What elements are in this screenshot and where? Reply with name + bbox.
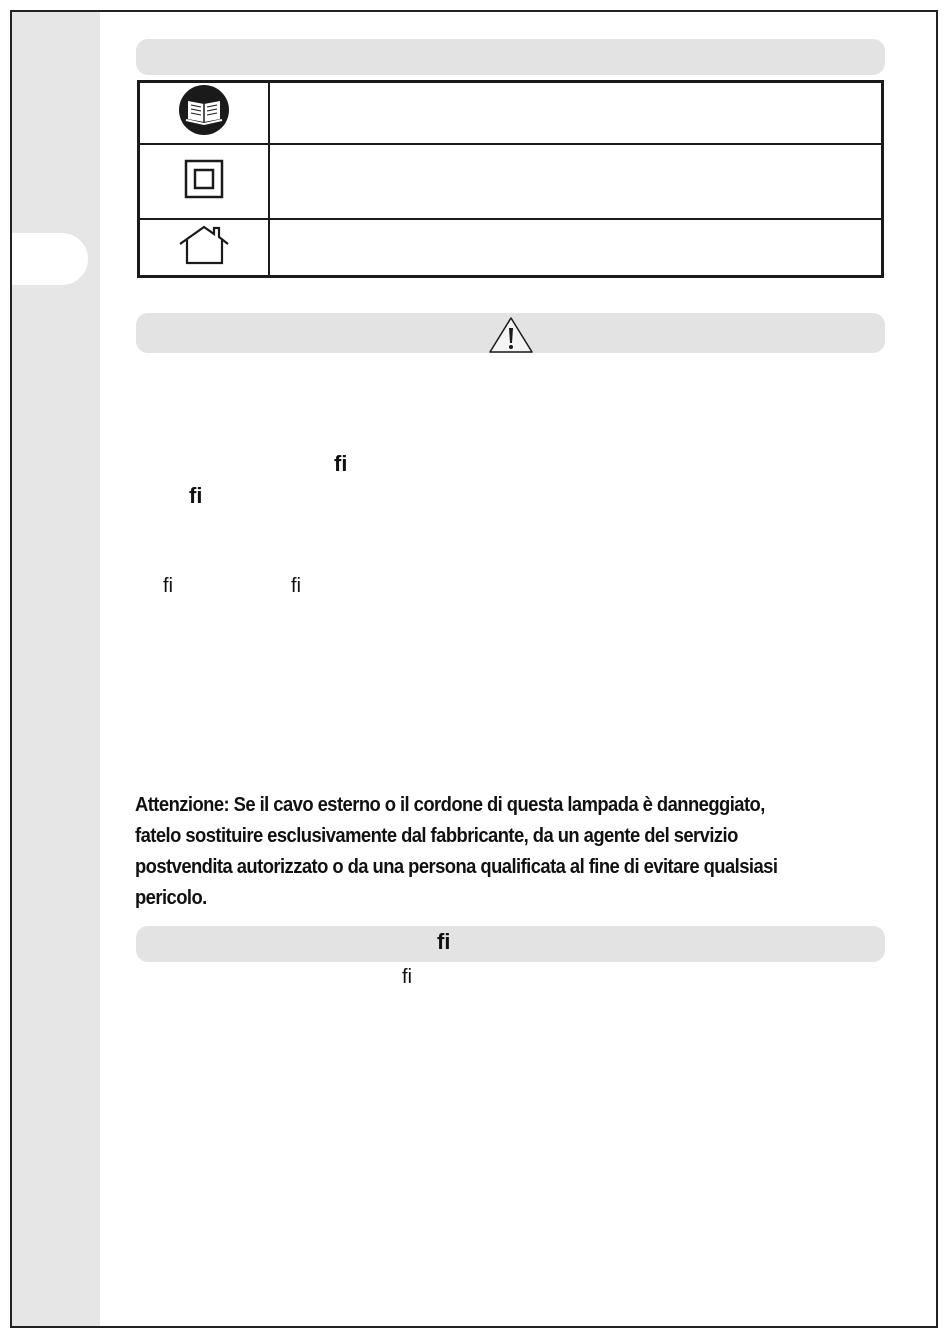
house-icon: [178, 224, 230, 266]
symbols-table: [137, 80, 884, 278]
section-bar-lower: [136, 926, 885, 962]
symbol-desc-manual: [269, 82, 883, 144]
symbol-row-class2: [139, 144, 883, 219]
open-book-icon: [178, 84, 230, 136]
ligature-glyph: ﬁ: [334, 451, 348, 476]
ligature-glyph: ﬁ: [402, 966, 412, 988]
warning-triangle-icon: [488, 316, 534, 354]
symbol-desc-class2: [269, 144, 883, 219]
symbol-desc-indoor: [269, 219, 883, 276]
side-strip: [12, 12, 100, 1326]
symbol-cell-indoor: [139, 219, 270, 276]
ligature-glyph: ﬁ: [163, 575, 173, 597]
cable-warning-text: Attenzione: Se il cavo esterno o il cordone di questa lampada è danneggiato, fatelo sostituire esclusivamente dal fabbricante, da un agente del servizio postvendita autorizzato o da una persona qualificata al fine di evitare qualsiasi pericolo.: [135, 794, 778, 909]
side-tab: [12, 233, 88, 285]
symbol-cell-manual: [139, 82, 270, 144]
symbol-row-indoor: [139, 219, 883, 276]
ligature-glyph: ﬁ: [291, 575, 301, 597]
ligature-glyph: ﬁ: [189, 483, 203, 508]
ligature-glyph: ﬁ: [437, 929, 451, 954]
symbol-cell-class2: [139, 144, 270, 219]
symbol-row-manual: [139, 82, 883, 144]
section-bar-symbols: [136, 39, 885, 75]
double-square-icon: [184, 159, 224, 199]
